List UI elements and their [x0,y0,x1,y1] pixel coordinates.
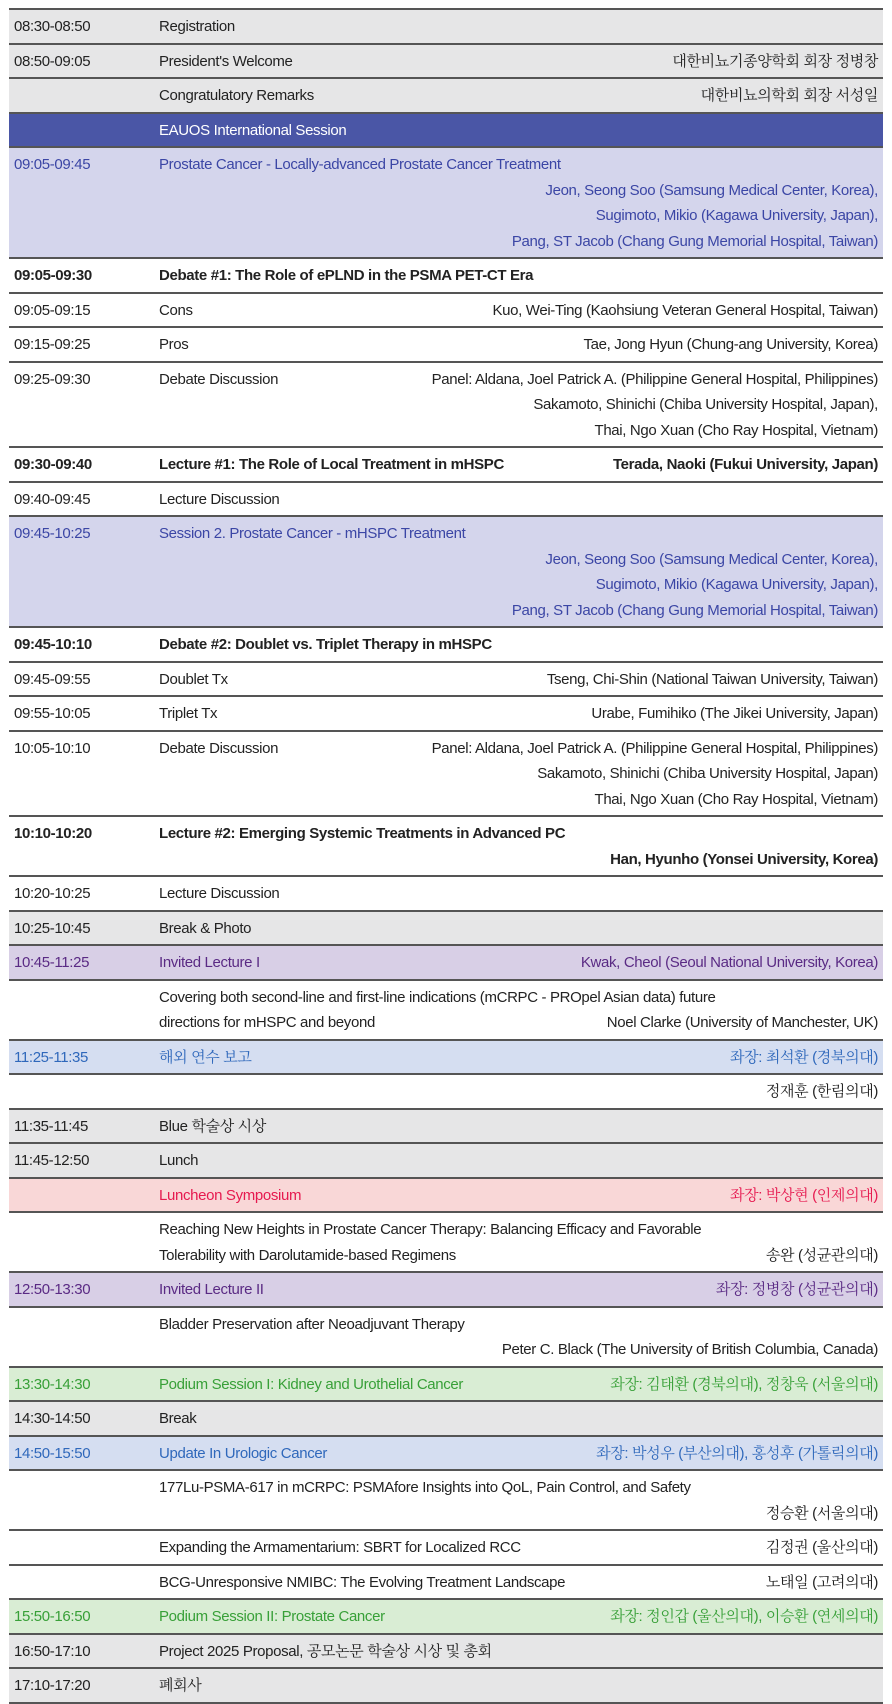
speaker-or-chair: Kwak, Cheol (Seoul National University, Korea) [580,954,878,971]
speaker-or-chair: 정승환 (서울의대) [765,1504,878,1522]
content-line [159,1604,878,1630]
schedule-row [9,877,883,912]
schedule-row [9,697,883,732]
session-title: Lunch [159,1152,199,1169]
content-line [159,332,878,358]
schedule-row [9,732,883,818]
content-line [159,452,878,478]
session-title: Covering both second-line and first-line indications (mCRPC - PROpel Asian data) future [159,988,716,1006]
session-title: Bladder Preservation after Neoadjuvant Therapy [159,1315,465,1333]
session-time: 10:10-10:20 [14,825,92,842]
session-time: 08:50-09:05 [14,52,91,70]
session-time: 16:50-17:10 [14,1642,91,1660]
schedule-row [9,1308,883,1368]
session-time: 09:55-10:05 [14,705,91,722]
schedule-row [9,1471,883,1531]
session-title: Expanding the Armamentarium: SBRT for Localized RCC [159,1539,521,1556]
content-line [159,14,878,40]
content-line [159,1148,878,1174]
program-schedule-table [9,8,883,1704]
schedule-row [9,1402,883,1437]
content-line [159,950,878,976]
schedule-row [9,328,883,363]
speaker-or-chair: Sakamoto, Shinichi (Chiba University Hospital, Japan), [533,396,878,413]
session-content [159,298,883,324]
session-content [159,1114,883,1140]
speaker-or-chair: Peter C. Black (The University of British Columbia, Canada) [501,1341,878,1358]
session-title: Pros [159,336,189,353]
content-line [159,1217,878,1243]
content-line [159,1570,878,1596]
schedule-row [9,981,883,1041]
speaker-or-chair: Tae, Jong Hyun (Chung-ang University, Korea) [583,336,878,353]
session-title: Registration [159,18,235,35]
content-line [159,1501,878,1527]
session-content [159,881,883,907]
schedule-row [9,1531,883,1566]
content-line [159,263,878,289]
speaker-or-chair: Sugimoto, Mikio (Kagawa University, Japan), [595,576,878,593]
speaker-or-chair: 대한비뇨의학회 회장 서성일 [700,87,878,104]
content-line [159,598,878,624]
schedule-row [9,1669,883,1704]
session-title: Project 2025 Proposal, 공모논문 학술상 시상 및 총회 [159,1642,492,1660]
session-title: Lecture Discussion [159,885,280,902]
speaker-or-chair: Thai, Ngo Xuan (Cho Ray Hospital, Vietnam) [594,790,878,808]
session-content [159,701,883,727]
schedule-row [9,946,883,981]
content-line [159,1010,878,1036]
session-time [9,1079,159,1105]
content-line [159,1441,878,1467]
session-title: Break [159,1410,197,1427]
session-content [159,632,883,658]
schedule-row [9,1179,883,1214]
session-time [9,83,159,109]
session-time: 09:45-10:25 [14,525,91,542]
schedule-row [9,1600,883,1635]
session-title: Invited Lecture I [159,954,260,971]
speaker-or-chair: Pang, ST Jacob (Chang Gung Memorial Hospital, Taiwan) [511,601,878,619]
session-content [159,1217,883,1268]
session-time: 10:45-11:25 [14,954,90,971]
session-title: Update In Urologic Cancer [159,1444,328,1462]
session-content [159,985,883,1036]
content-line [159,761,878,787]
session-content [159,1475,883,1526]
schedule-row [9,1041,883,1076]
session-content [159,1372,883,1398]
speaker-or-chair: 좌장: 최석환 (경북의대) [729,1048,878,1066]
content-line [159,821,878,847]
session-title: Blue 학술상 시상 [159,1117,266,1135]
session-content [159,487,883,513]
session-time: 10:20-10:25 [14,885,91,902]
content-line [159,1312,878,1338]
schedule-row [9,10,883,45]
speaker-or-chair: Jeon, Seong Soo (Samsung Medical Center, Korea), [545,181,878,199]
session-title: Congratulatory Remarks [159,87,314,104]
session-content [159,667,883,693]
schedule-row [9,1566,883,1601]
content-line [159,547,878,573]
session-content [159,49,883,75]
session-title: Invited Lecture II [159,1281,264,1298]
session-title: Prostate Cancer - Locally-advanced Prostate Cancer Treatment [159,156,561,173]
session-time: 12:50-13:30 [14,1281,91,1298]
session-time: 10:25-10:45 [14,919,91,937]
speaker-or-chair: 대한비뇨기종양학회 회장 정병창 [672,52,878,70]
content-line [159,487,878,513]
session-title: Debate Discussion [159,739,279,757]
session-content [159,1148,883,1174]
speaker-or-chair: 정재훈 (한림의대) [765,1083,878,1100]
session-content [159,1441,883,1467]
speaker-or-chair: 노태일 (고려의대) [765,1573,878,1591]
speaker-or-chair: Noel Clarke (University of Manchester, UK) [606,1014,878,1031]
session-content [159,152,883,254]
schedule-row [9,79,883,114]
session-content [159,367,883,444]
session-time: 11:25-11:35 [14,1048,88,1066]
schedule-row [9,663,883,698]
session-content [159,1079,883,1105]
content-line [159,83,878,109]
session-content [159,83,883,109]
session-content [159,1312,883,1363]
session-time: 09:15-09:25 [14,336,91,353]
speaker-or-chair: Tseng, Chi-Shin (National Taiwan University, Taiwan) [546,670,878,688]
session-title: 177Lu-PSMA-617 in mCRPC: PSMAfore Insights into QoL, Pain Control, and Safety [159,1479,691,1496]
speaker-or-chair: Terada, Naoki (Fukui University, Japan) [612,456,878,473]
session-title: Reaching New Heights in Prostate Cancer Therapy: Balancing Efficacy and Favorable [159,1221,702,1238]
content-line [159,178,878,204]
session-title: Cons [159,301,193,319]
speaker-or-chair: Pang, ST Jacob (Chang Gung Memorial Hospital, Taiwan) [511,232,878,250]
schedule-row [9,114,883,149]
content-line [159,392,878,418]
session-title: Debate #1: The Role of ePLND in the PSMA PET-CT Era [159,267,534,284]
session-title: Lecture #1: The Role of Local Treatment in mHSPC [159,456,504,473]
speaker-or-chair: 좌장: 정병창 (성균관의대) [715,1281,878,1298]
schedule-row [9,448,883,483]
schedule-row [9,1437,883,1472]
session-time [9,1535,159,1561]
speaker-or-chair: 김정권 (울산의대) [765,1539,878,1556]
content-line [159,1045,878,1071]
session-time [9,1312,159,1363]
session-title: Luncheon Symposium [159,1186,302,1204]
session-content [159,1277,883,1303]
session-time: 11:35-11:45 [14,1117,88,1135]
content-line [159,118,878,144]
content-line [159,1372,878,1398]
session-content [159,452,883,478]
speaker-or-chair: Kuo, Wei-Ting (Kaohsiung Veteran General Hospital, Taiwan) [492,301,878,319]
session-content [159,950,883,976]
session-time: 17:10-17:20 [14,1677,91,1694]
content-line [159,1535,878,1561]
session-title: EAUOS International Session [159,121,347,139]
session-title: Doublet Tx [159,670,228,688]
session-time: 11:45-12:50 [14,1152,90,1169]
speaker-or-chair: 좌장: 김태환 (경북의대), 정창욱 (서울의대) [610,1375,878,1393]
content-line [159,1243,878,1269]
speaker-or-chair: Han, Hyunho (Yonsei University, Korea) [610,850,878,868]
session-time: 09:05-09:15 [14,301,91,319]
session-title: Podium Session I: Kidney and Urothelial Cancer [159,1375,464,1393]
speaker-or-chair: Panel: Aldana, Joel Patrick A. (Philippine General Hospital, Philippines) [431,370,878,388]
session-content [159,916,883,942]
session-time [9,1217,159,1268]
content-line [159,1475,878,1501]
session-content [159,1183,883,1209]
content-line [159,1406,878,1432]
content-line [159,632,878,658]
session-title: Break & Photo [159,919,252,937]
content-line [159,1639,878,1665]
speaker-or-chair: Panel: Aldana, Joel Patrick A. (Philippine General Hospital, Philippines) [431,739,878,757]
content-line [159,152,878,178]
session-content [159,118,883,144]
session-title: Lecture Discussion [159,490,280,508]
session-title: Lecture #2: Emerging Systemic Treatments in Advanced PC [159,825,566,842]
schedule-row [9,1110,883,1145]
content-line [159,1277,878,1303]
speaker-or-chair: Jeon, Seong Soo (Samsung Medical Center, Korea), [545,550,878,568]
content-line [159,1114,878,1140]
session-title: President's Welcome [159,52,293,70]
schedule-row [9,294,883,329]
session-time: 08:30-08:50 [14,18,91,35]
session-title: 폐회사 [159,1677,202,1694]
content-line [159,49,878,75]
content-line [159,572,878,598]
schedule-row [9,148,883,259]
session-title: Podium Session II: Prostate Cancer [159,1608,385,1625]
content-line [159,229,878,255]
session-content [159,736,883,813]
speaker-or-chair: 송완 (성균관의대) [765,1246,878,1264]
schedule-row [9,1213,883,1273]
session-time: 09:45-10:10 [14,636,92,653]
session-time: 09:25-09:30 [14,370,91,388]
session-content [159,821,883,872]
session-time: 14:30-14:50 [14,1410,91,1427]
schedule-row [9,45,883,80]
speaker-or-chair: 좌장: 박성우 (부산의대), 홍성후 (가톨릭의대) [596,1444,878,1462]
session-content [159,332,883,358]
session-title: Tolerability with Darolutamide-based Regimens [159,1246,456,1264]
schedule-row [9,628,883,663]
session-title: BCG-Unresponsive NMIBC: The Evolving Treatment Landscape [159,1573,566,1591]
content-line [159,203,878,229]
session-content [159,1604,883,1630]
speaker-or-chair: 좌장: 박상현 (인제의대) [729,1186,878,1204]
schedule-row [9,1144,883,1179]
speaker-or-chair: Sugimoto, Mikio (Kagawa University, Japan), [595,207,878,224]
speaker-or-chair: 좌장: 정인갑 (울산의대), 이승환 (연세의대) [610,1608,878,1625]
session-title: 해외 연수 보고 [159,1048,252,1066]
session-time [9,1475,159,1526]
content-line [159,1337,878,1363]
schedule-row [9,517,883,628]
session-content [159,14,883,40]
content-line [159,367,878,393]
schedule-row [9,817,883,877]
schedule-row [9,912,883,947]
schedule-row [9,1635,883,1670]
content-line [159,985,878,1011]
session-content [159,263,883,289]
session-content [159,1045,883,1071]
session-time: 09:05-09:45 [14,156,91,173]
session-title: Session 2. Prostate Cancer - mHSPC Treatment [159,525,466,542]
session-time: 09:30-09:40 [14,456,92,473]
session-time: 10:05-10:10 [14,739,91,757]
session-content [159,1406,883,1432]
session-title: Debate Discussion [159,370,279,388]
content-line [159,787,878,813]
session-time [9,1183,159,1209]
content-line [159,521,878,547]
session-content [159,521,883,623]
schedule-row [9,1075,883,1110]
session-content [159,1535,883,1561]
schedule-row [9,1273,883,1308]
session-time [9,118,159,144]
session-time: 09:45-09:55 [14,670,91,688]
session-time: 15:50-16:50 [14,1608,91,1625]
session-time: 09:05-09:30 [14,267,92,284]
schedule-row [9,1368,883,1403]
session-time [9,985,159,1036]
schedule-row [9,363,883,449]
session-time: 13:30-14:30 [14,1375,91,1393]
session-title: Triplet Tx [159,705,218,722]
content-line [159,298,878,324]
session-title: Debate #2: Doublet vs. Triplet Therapy in mHSPC [159,636,492,653]
session-time: 09:40-09:45 [14,490,91,508]
speaker-or-chair: Urabe, Fumihiko (The Jikei University, Japan) [591,705,878,722]
content-line [159,667,878,693]
content-line [159,701,878,727]
content-line [159,847,878,873]
content-line [159,418,878,444]
session-time [9,1570,159,1596]
schedule-row [9,259,883,294]
content-line [159,1183,878,1209]
session-time: 14:50-15:50 [14,1444,91,1462]
session-content [159,1570,883,1596]
content-line [159,881,878,907]
schedule-row [9,483,883,518]
content-line [159,736,878,762]
speaker-or-chair: Sakamoto, Shinichi (Chiba University Hospital, Japan) [537,765,878,782]
speaker-or-chair: Thai, Ngo Xuan (Cho Ray Hospital, Vietnam) [594,421,878,439]
content-line [159,1079,878,1105]
content-line [159,916,878,942]
session-title: directions for mHSPC and beyond [159,1014,375,1031]
session-content [159,1639,883,1665]
